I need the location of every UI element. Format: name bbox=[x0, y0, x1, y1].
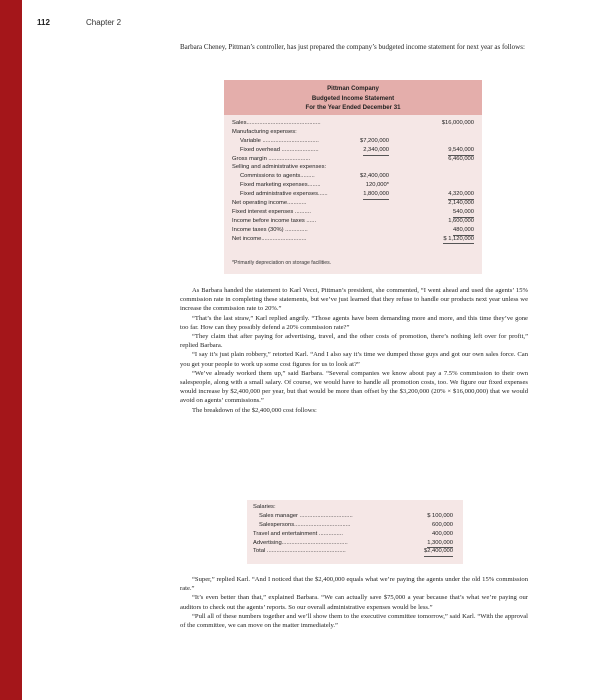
statement-title: Budgeted Income Statement bbox=[311, 94, 395, 102]
statement-row bbox=[224, 163, 482, 172]
statement-rows bbox=[224, 115, 482, 243]
chapter-label: Chapter 2 bbox=[86, 18, 122, 27]
breakdown-rows bbox=[247, 500, 463, 556]
statement-row bbox=[224, 172, 482, 181]
row-value: $2,400,000 bbox=[424, 547, 453, 557]
row-amount: 2,340,000 bbox=[363, 146, 389, 156]
row-label: Fixed administrative expenses...... bbox=[240, 191, 328, 198]
statement-row bbox=[224, 181, 482, 190]
row-label: Salaries: bbox=[253, 504, 276, 510]
row-amount: $7,200,000 bbox=[359, 137, 389, 144]
row-amount: 120,000* bbox=[365, 182, 389, 189]
paragraph: “They claim that after paying for advertising, travel, and the other costs of promotion, there’s nothing left over for profit,” replied Barbara. bbox=[180, 333, 528, 350]
row-label: Net operating income............ bbox=[232, 200, 307, 207]
paragraph: As Barbara handed the statement to Karl Vecci, Pittman’s president, she commented, “I went ahead and used the agents’ 15% commission rate in completing these statements, but we’ve just learned that they refuse to handle our products next year unless we increase the commission rate to 20%.” bbox=[180, 287, 528, 313]
row-value: $ 100,000 bbox=[427, 512, 453, 519]
statement-row bbox=[224, 190, 482, 199]
row-label: Fixed marketing expenses........ bbox=[240, 182, 321, 189]
row-total: 540,000 bbox=[453, 208, 474, 218]
paragraph: “That’s the last straw,” Karl replied angrily. “Those agents have been demanding more and more, and this time they’ve gone too far. How can they possibly defend a 20% commission rate?” bbox=[180, 314, 528, 331]
row-label: Commissions to agents......... bbox=[240, 173, 315, 180]
paragraph: “Pull all of these numbers together and we’ll show them to the executive committee tomorrow,” said Karl. “With the approval of the committee, we can move on the matter immediately.” bbox=[180, 612, 528, 630]
row-label: Total ................................................. bbox=[253, 548, 346, 555]
row-value: 1,300,000 bbox=[427, 539, 453, 549]
row-total: 6,460,000 bbox=[448, 155, 474, 162]
statement-row bbox=[224, 119, 482, 128]
paragraph: “We’ve already worked them up,” said Barbara. “Several companies we know about pay a 7.5% commission to their own salespeople, along with a small salary. Of course, we would have to handle all promotion costs, too. We figure our fixed expenses would increase by $2,400,000 per year, but that would be more than offset by the $3,200,000 (20% × $16,000,000) that we would avoid on agents’ commissions.” bbox=[180, 369, 528, 405]
statement-row bbox=[224, 128, 482, 137]
row-amount: $2,400,000 bbox=[359, 173, 389, 180]
row-total: 480,000 bbox=[453, 226, 474, 236]
row-total: 1,600,000 bbox=[448, 217, 474, 224]
statement-header bbox=[224, 80, 482, 115]
row-value: 400,000 bbox=[432, 530, 453, 537]
statement-row bbox=[224, 199, 482, 208]
income-statement-table bbox=[224, 80, 482, 274]
statement-row bbox=[224, 155, 482, 164]
breakdown-row bbox=[247, 547, 463, 556]
row-label: Fixed interest expenses .......... bbox=[232, 208, 311, 215]
row-total: 4,320,000 bbox=[448, 190, 474, 200]
statement-row bbox=[224, 226, 482, 235]
row-label: Net income............................ bbox=[232, 235, 307, 242]
row-total: $16,000,000 bbox=[441, 120, 474, 126]
row-amount: 1,800,000 bbox=[363, 190, 389, 200]
row-total: $ 1,120,000 bbox=[443, 235, 474, 245]
statement-company: Pittman Company bbox=[327, 85, 379, 92]
cost-breakdown-table bbox=[247, 500, 463, 564]
breakdown-row bbox=[247, 503, 463, 512]
breakdown-row bbox=[247, 512, 463, 521]
breakdown-intro: The breakdown of the $2,400,000 cost follows: bbox=[192, 406, 317, 414]
breakdown-row bbox=[247, 539, 463, 548]
story-text bbox=[180, 286, 528, 415]
row-label: Travel and entertainment ............... bbox=[253, 530, 343, 537]
row-label: Income before income taxes ...... bbox=[232, 217, 317, 224]
statement-row bbox=[224, 235, 482, 244]
row-label: Salespersons................................... bbox=[259, 521, 351, 528]
row-total: 2,140,000 bbox=[448, 200, 474, 207]
row-label: Sales.............................................. bbox=[232, 120, 321, 126]
paragraph: “It’s even better than that,” explained Barbara. “We can actually save $75,000 a year because that’s what we’re paying our auditors to check out the agents’ reports. So our overall administrative expenses would be less.” bbox=[180, 594, 528, 611]
statement-period: For the Year Ended December 31 bbox=[305, 104, 401, 111]
row-label: Manufacturing expenses: bbox=[232, 128, 297, 135]
breakdown-row bbox=[247, 530, 463, 539]
paragraph: “Super,” replied Karl. “And I noticed that the $2,400,000 equals what we’re paying the agents under the old 15% commission rate.” bbox=[180, 576, 528, 593]
row-label: Fixed overhead ....................... bbox=[240, 146, 319, 153]
breakdown-row bbox=[247, 521, 463, 530]
row-total: 9,540,000 bbox=[448, 146, 474, 156]
page-number: 112 bbox=[37, 18, 50, 27]
page-sidebar-band bbox=[0, 0, 22, 700]
row-label: Selling and administrative expenses: bbox=[232, 164, 327, 171]
statement-row bbox=[224, 146, 482, 155]
row-label: Income taxes (30%) .............. bbox=[232, 226, 308, 233]
row-label: Variable ................................... bbox=[240, 137, 319, 144]
statement-row bbox=[224, 137, 482, 146]
closing-text bbox=[180, 575, 528, 630]
row-label: Gross margin .......................... bbox=[232, 155, 311, 162]
statement-row bbox=[224, 208, 482, 217]
paragraph: “I say it’s just plain robbery,” retorted Karl. “And I also say it’s time we dumped those guys and got our own sales force. Can you get your people to work up some cost figures for us to look at?” bbox=[180, 351, 528, 368]
statement-footnote: *Primarily depreciation on storage facilities. bbox=[232, 260, 332, 266]
row-label: Advertising......................................... bbox=[253, 539, 348, 546]
intro-paragraph: Barbara Cheney, Pittman’s controller, has just prepared the company’s budgeted income statement for next year as follows: bbox=[180, 43, 525, 51]
row-value: 600,000 bbox=[432, 521, 453, 528]
row-label: Sales manager ................................. bbox=[259, 512, 353, 519]
statement-row bbox=[224, 217, 482, 226]
